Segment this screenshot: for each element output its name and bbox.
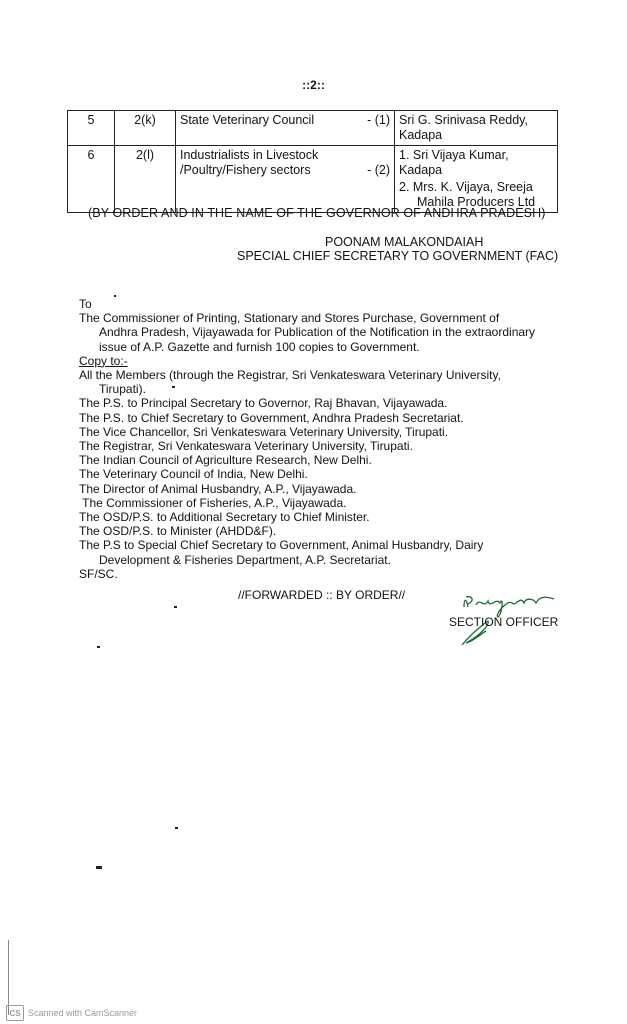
copy-line: All the Members (through the Registrar, Sri Venkateswara Veterinary University, bbox=[79, 368, 501, 383]
member-names bbox=[395, 111, 558, 146]
category-label: State Veterinary Council bbox=[180, 113, 315, 127]
scanner-watermark: Scanned with CamScanner bbox=[28, 1008, 138, 1018]
copy-line: SF/SC. bbox=[79, 566, 118, 581]
page-number: ::2:: bbox=[302, 78, 325, 92]
scanner-footer bbox=[6, 1005, 137, 1021]
copy-line: The Director of Animal Husbandry, A.P., Vijayawada. bbox=[79, 481, 357, 496]
copy-line: The P.S. to Chief Secretary to Government, Andhra Pradesh Secretariat. bbox=[79, 410, 464, 425]
serial-number: 5 bbox=[68, 111, 115, 146]
copy-line: The Registrar, Sri Venkateswara Veterinary University, Tirupati. bbox=[79, 439, 413, 454]
serial-number: 6 bbox=[68, 146, 115, 213]
member-name-line: Kadapa bbox=[399, 128, 443, 142]
signatory-name: POONAM MALAKONDAIAH bbox=[325, 235, 484, 249]
address-line: issue of A.P. Gazette and furnish 100 copies to Government. bbox=[99, 339, 420, 354]
copy-line: The Vice Chancellor, Sri Venkateswara Veterinary University, Tirupati. bbox=[79, 424, 449, 439]
copy-line: Tirupati). bbox=[99, 382, 146, 397]
forwarded-line: //FORWARDED :: BY ORDER// bbox=[238, 588, 406, 602]
category-cell bbox=[176, 146, 395, 213]
copy-line: The P.S. to Principal Secretary to Governor, Raj Bhavan, Vijayawada. bbox=[79, 396, 448, 411]
rule-reference: 2(l) bbox=[115, 146, 176, 213]
table-row bbox=[68, 146, 558, 213]
member-name-line: 1. Sri Vijaya Kumar, Kadapa bbox=[399, 148, 509, 177]
scan-speck bbox=[174, 606, 177, 608]
address-line: The Commissioner of Printing, Stationary and Stores Purchase, Government of bbox=[79, 311, 500, 326]
to-label: To bbox=[79, 297, 92, 311]
scan-speck bbox=[96, 866, 102, 869]
member-name-line: Sri G. Srinivasa Reddy, bbox=[399, 113, 528, 127]
copy-line: The Commissioner of Fisheries, A.P., Vijayawada. bbox=[79, 495, 347, 510]
member-names bbox=[395, 146, 558, 213]
category-cell bbox=[176, 111, 395, 146]
scan-speck bbox=[97, 646, 100, 648]
signatory-title: SPECIAL CHIEF SECRETARY TO GOVERNMENT (FAC) bbox=[237, 249, 559, 263]
table-row bbox=[68, 111, 558, 146]
category-label: Industrialists in Livestock bbox=[180, 148, 319, 162]
member-count: - (2) bbox=[367, 163, 390, 177]
address-line: Andhra Pradesh, Vijayawada for Publication of the Notification in the extraordinary bbox=[99, 325, 536, 340]
copy-to-label: Copy to:- bbox=[79, 353, 128, 368]
camscanner-logo-icon: CS bbox=[6, 1005, 24, 1021]
rule-reference: 2(k) bbox=[115, 111, 176, 146]
to-block bbox=[79, 297, 569, 581]
scan-speck bbox=[175, 827, 178, 829]
copy-line: Development & Fisheries Department, A.P. Secretariat. bbox=[99, 552, 391, 567]
copy-line: The Veterinary Council of India, New Delhi. bbox=[79, 467, 308, 482]
section-officer-label: SECTION OFFICER bbox=[449, 615, 559, 629]
scan-speck bbox=[172, 386, 175, 388]
scan-edge bbox=[8, 940, 9, 1015]
member-name-line: Mahila Producers Ltd bbox=[417, 195, 536, 209]
copy-line: The OSD/P.S. to Minister (AHDD&F). bbox=[79, 524, 277, 539]
copy-line: The OSD/P.S. to Additional Secretary to Chief Minister. bbox=[79, 510, 370, 525]
category-label-continued: /Poultry/Fishery sectors - (2) bbox=[180, 163, 390, 177]
scan-speck bbox=[114, 295, 116, 297]
members-table bbox=[67, 110, 558, 213]
copy-line: The Indian Council of Agriculture Research, New Delhi. bbox=[79, 453, 372, 468]
member-name-line: 2. Mrs. K. Vijaya, Sreeja bbox=[399, 180, 533, 194]
copy-line: The P.S to Special Chief Secretary to Government, Animal Husbandry, Dairy bbox=[79, 538, 484, 553]
order-line: (BY ORDER AND IN THE NAME OF THE GOVERNOR OF ANDHRA PRADESH) bbox=[88, 206, 546, 220]
member-count: - (1) bbox=[367, 113, 390, 127]
